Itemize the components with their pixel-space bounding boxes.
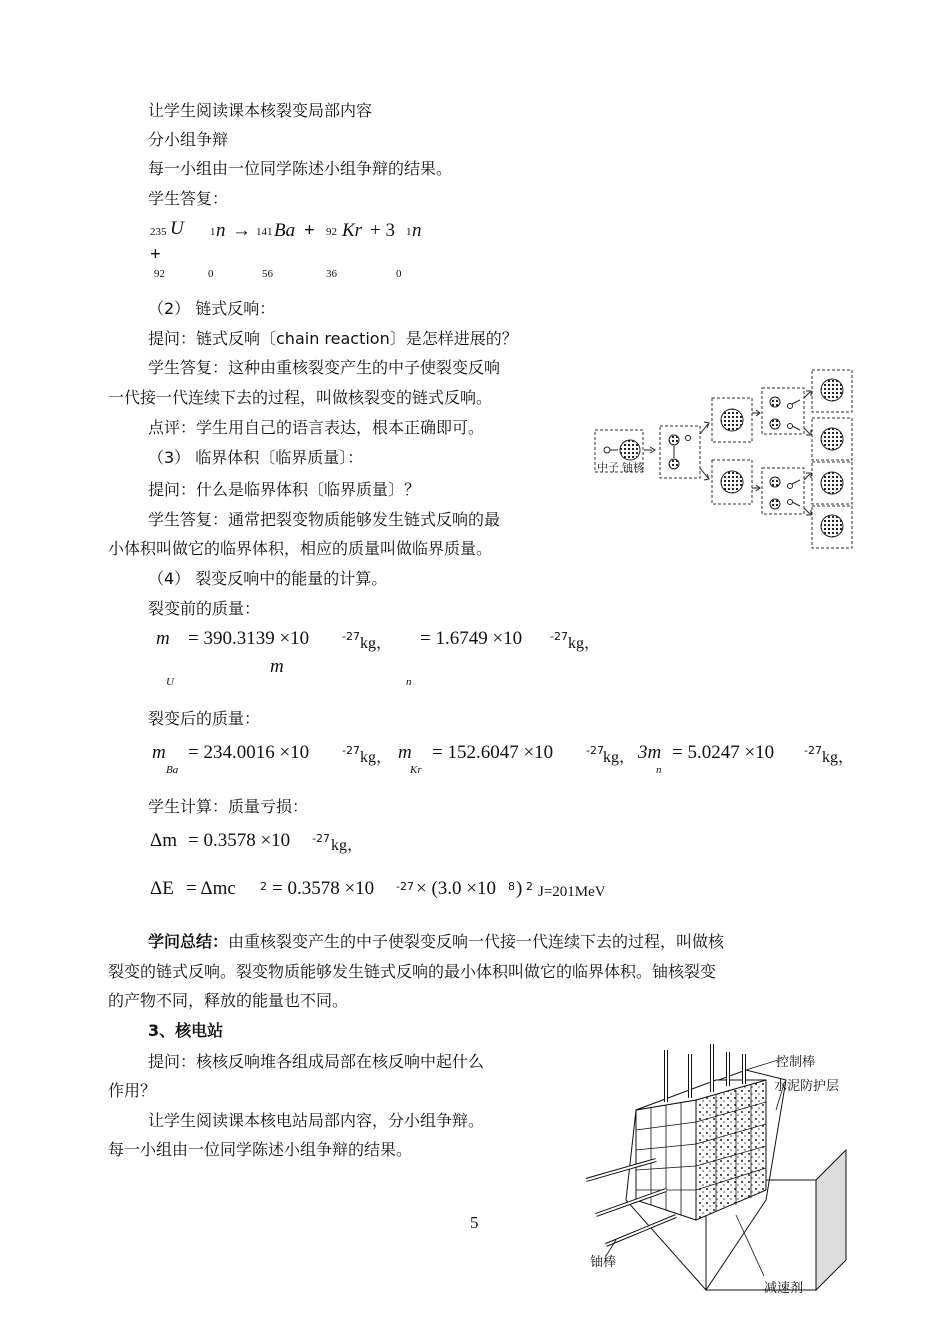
mass-before-formula: m = 390.3139 ×10 -27 kg， m = 1.6749 ×10 -27 kg， U n — [156, 628, 601, 688]
text-line: 裂变后的质量： — [148, 709, 261, 728]
text-line: 分小组争辩 — [148, 130, 229, 149]
summary-line: 学问总结：由重核裂变产生的中子使裂变反响一代接一代连续下去的过程，叫做核 — [148, 932, 725, 951]
text-line: 让学生阅读课本核裂变局部内容 — [148, 101, 373, 120]
cement-shield-label: 水泥防护层 — [774, 1079, 840, 1094]
energy-formula: ΔE = Δmc 2 = 0.3578 ×10 -27 × (3.0 ×10 8 ) 2 J=201MeV — [150, 878, 606, 900]
text-line: 每一小组由一位同学陈述小组争辩的结果。 — [148, 159, 453, 178]
reactor-figure — [586, 1040, 866, 1300]
page-number: 5 — [470, 1213, 479, 1232]
fission-equation: 235 U 92 + 1 n 0 → 141 Ba 56 + 92 Kr 36 + 3 1 n 0 — [150, 218, 422, 280]
text-line: 让学生阅读课本核电站局部内容，分小组争辩。 — [148, 1111, 485, 1130]
text-line: 点评：学生用自己的语言表达，根本正确即可。 — [148, 418, 485, 437]
text-line: 每一小组由一位同学陈述小组争辩的结果。 — [108, 1140, 413, 1159]
section-heading: 3、核电站 — [148, 1021, 224, 1040]
text-line: 学生答复： — [148, 189, 229, 208]
text-line: 学生答复：通常把裂变物质能够发生链式反响的最 — [148, 510, 501, 529]
mass-deficit-formula: Δm = 0.3578 ×10 -27 kg， — [150, 830, 364, 854]
summary-line: 裂变的链式反响。裂变物质能够发生链式反响的最小体积叫做它的临界体积。铀核裂变 — [108, 962, 717, 981]
moderator-label: 减速剂 — [764, 1281, 804, 1296]
mass-after-formula: m Ba = 234.0016 ×10 -27 kg， m Kr = 152.6047 ×10 -27 kg， 3m n = 5.0247 ×10 -27 kg， — [152, 742, 855, 776]
text-line: 学生计算：质量亏损： — [148, 797, 309, 816]
text-line: 一代接一代连续下去的过程，叫做核裂变的链式反响。 — [108, 388, 493, 407]
text-line: （4） 裂变反响中的能量的计算。 — [148, 569, 388, 588]
text-line: 提问：什么是临界体积〔临界质量〕？ — [148, 480, 421, 499]
text-line: （3） 临界体积〔临界质量〕： — [148, 448, 364, 467]
text-line: 提问：核核反响堆各组成局部在核反响中起什么 — [148, 1052, 485, 1071]
text-line: 裂变前的质量： — [148, 599, 261, 618]
text-line: （2） 链式反响： — [148, 299, 276, 318]
text-line: 作用？ — [108, 1081, 157, 1100]
summary-line: 的产物不同，释放的能量也不同。 — [108, 991, 349, 1010]
text-line: 小体积叫做它的临界体积，相应的质量叫做临界质量。 — [108, 539, 493, 558]
neutron-label: 中子 — [597, 461, 619, 474]
text-line: 提问：链式反响〔chain reaction〕是怎样进展的？ — [148, 329, 518, 348]
control-rod-label: 控制棒 — [776, 1055, 816, 1070]
text-line: 学生答复：这种由重核裂变产生的中子使裂变反响 — [148, 358, 501, 377]
uranium-rod-label: 铀棒 — [590, 1255, 617, 1270]
uranium-nucleus-label: 铀核 — [622, 461, 644, 474]
chain-reaction-figure — [592, 368, 862, 554]
